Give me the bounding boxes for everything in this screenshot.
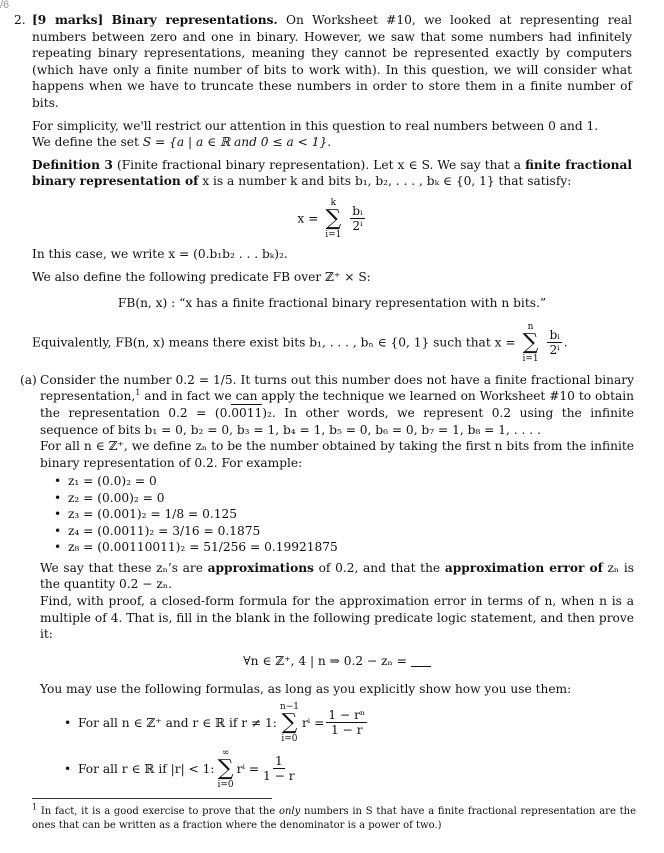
formula-finite-geometric — [64, 702, 664, 744]
list-item: • z₄ = (0.0011)₂ = 3/16 = 0.1875 — [68, 523, 634, 540]
set-definition-math: S = {a | a ∈ ℝ and 0 ≤ a < 1}. — [142, 135, 332, 150]
part-a-p3 — [40, 560, 634, 593]
fraction-numerator: bᵢ — [352, 204, 363, 219]
part-a-p3-b: of 0.2, and that the — [318, 560, 441, 575]
sum-upper: n−1 — [279, 701, 299, 712]
sigma-icon: ∑ — [217, 755, 234, 781]
definition-bold-term: finite fractional binary representation of — [32, 157, 632, 189]
fraction — [547, 328, 561, 357]
sum-lower: i=1 — [522, 353, 539, 364]
sum-lower: i=0 — [217, 779, 234, 790]
summation — [325, 198, 341, 240]
definition-3 — [32, 157, 632, 190]
fraction-denominator: 2ⁱ — [549, 343, 560, 358]
bullet-icon: • — [64, 715, 72, 730]
fraction-numerator: 1 — [274, 754, 283, 769]
footnote — [32, 802, 636, 832]
formula2-text: For all r ∈ ℝ if |r| < 1: — [78, 761, 215, 776]
equiv-end: . — [563, 335, 568, 350]
definition-name: (Finite fractional binary representation). — [116, 157, 370, 172]
fraction — [350, 204, 364, 233]
part-a-p2: For all n ∈ ℤ⁺, we define zₙ to be the number obtained by taking the first n bits from the infinite binary representation of 0.2. For example: — [40, 439, 634, 470]
fraction-numerator: bᵢ — [549, 328, 560, 343]
part-a-p1 — [40, 372, 634, 438]
predicate-statement — [40, 653, 634, 670]
approximation-error-term: approximation error of — [444, 560, 603, 575]
definition-label: Definition 3 — [32, 157, 113, 172]
eq-lhs: x = — [297, 211, 319, 226]
sigma-icon: ∑ — [281, 709, 298, 735]
question-number: 2. — [14, 13, 26, 27]
sigma-icon: ∑ — [522, 329, 539, 355]
list-item: • z₁ = (0.0)₂ = 0 — [68, 473, 634, 490]
definition-text-a: Let x ∈ S. We say that a — [373, 157, 521, 172]
formula-infinite-geometric — [64, 748, 664, 790]
predicate-display: FB(n, x) : “x has a finite fractional binary representation with n bits.” — [117, 296, 547, 311]
sum-upper: ∞ — [221, 747, 230, 758]
question-intro-text: On Worksheet #10, we looked at representing real numbers between zero and one in binary. However, we saw that some numbers had infinitely repeating binary representations, meaning they cannot be represented exactly by computers (which have only a finite number of bits to work with). In this question, we will consider what happens when we have to truncate these numbers in order to store them in a finite number of bits. — [32, 13, 633, 110]
fill-in-blank — [411, 666, 431, 667]
question-intro — [32, 12, 632, 112]
part-a-label: (a) — [20, 372, 37, 387]
formula1-term: rⁱ = — [301, 715, 325, 730]
list-item: • z₃ = (0.001)₂ = 1/8 = 0.125 — [68, 506, 634, 523]
repeating-digits: 0011 — [231, 405, 263, 420]
predicate-equivalent — [32, 322, 632, 364]
equiv-text: Equivalently, FB(n, x) means there exist bits b₁, . . . , bₙ ∈ {0, 1} such that x = — [32, 335, 516, 350]
set-definition — [32, 134, 632, 151]
part-a-p4: Find, with proof, a closed-form formula for the approximation error in terms of n, when n is a multiple of 4. That is, fill in the blank in the following predicate logic statement, and then prove it: — [40, 593, 634, 642]
formula1-text: For all n ∈ ℤ⁺ and r ∈ ℝ if r ≠ 1: — [78, 715, 277, 730]
footnote-mark: 1 — [32, 802, 38, 812]
footnote-text-a: In fact, it is a good exercise to prove that the — [40, 806, 276, 817]
part-a — [20, 372, 635, 698]
sigma-icon: ∑ — [325, 205, 342, 231]
list-item: • z₈ = (0.00110011)₂ = 51/256 = 0.19921875 — [68, 539, 634, 556]
definition-write-line: In this case, we write x = (0.b₁b₂ . . . bₖ)₂. — [32, 246, 288, 261]
fraction-numerator: 1 − rⁿ — [328, 708, 366, 723]
bullet-icon: • — [64, 761, 72, 776]
question-title: Binary representations. — [111, 13, 278, 27]
part-a-p3-c: zₙ is the quantity 0.2 − zₙ. — [40, 560, 635, 592]
footnote-text-b: numbers in S that have a finite fractional representation are the ones that can be written as a fraction where the denominator is a power of two.) — [32, 806, 636, 831]
question-marks: [9 marks] — [32, 13, 104, 27]
fraction — [326, 708, 367, 737]
footnote-emphasis: only — [278, 806, 301, 817]
summation — [280, 702, 299, 744]
sum-upper: n — [527, 321, 534, 332]
question-2 — [0, 12, 664, 790]
set-definition-prefix: We define the set — [32, 135, 139, 150]
summation — [218, 748, 234, 790]
footnote-rule — [32, 798, 272, 799]
restrict-text: For simplicity, we'll restrict our attention in this question to real numbers between 0 and 1. — [32, 118, 599, 133]
definition-equation — [0, 198, 664, 240]
sum-lower: i=0 — [281, 733, 298, 744]
sum-lower: i=1 — [325, 229, 342, 240]
part-a-p1-a: Consider the number 0.2 = 1/5. It turns out this number does not have a finite fractional binary representation, — [40, 372, 634, 404]
fraction-denominator: 1 − r — [330, 723, 363, 738]
sum-upper: k — [330, 197, 337, 208]
examples-list — [40, 473, 634, 556]
part-a-p3-a: We say that these zₙ’s are — [40, 560, 203, 575]
summation — [522, 322, 538, 364]
fraction-denominator: 1 − r — [263, 769, 295, 784]
formula2-term: rⁱ = — [236, 761, 260, 776]
corner-mark: /6 — [0, 0, 10, 11]
list-item: • z₂ = (0.00)₂ = 0 — [68, 490, 634, 507]
fraction — [261, 754, 297, 783]
definition-text-b: x is a number k and bits b₁, b₂, . . . , bₖ ∈ {0, 1} that satisfy: — [202, 174, 572, 189]
predicate-intro: We also define the following predicate FB over ℤ⁺ × S: — [32, 269, 371, 284]
formulas-intro: You may use the following formulas, as long as you explicitly show how you use them: — [40, 682, 572, 697]
part-a-p1-b: and in fact we can apply the technique we learned on Worksheet #10 to obtain the representation 0.2 = (0. — [40, 389, 634, 420]
approximations-term: approximations — [207, 560, 314, 575]
footnote-ref: 1 — [135, 388, 141, 398]
statement-text: ∀n ∈ ℤ⁺, 4 | n ⇒ 0.2 − zₙ = — [243, 653, 407, 668]
fraction-denominator: 2ⁱ — [352, 219, 363, 234]
question-content — [0, 12, 664, 790]
part-a-p1-c: )₂. In other words, we represent 0.2 using the infinite sequence of bits b₁ = 0, b₂ = 0, b₃ = 1, b₄ = 1, b₅ = 0, b₆ = 0, b₇ = 1, b₈ = 1, . . . . — [40, 405, 634, 437]
